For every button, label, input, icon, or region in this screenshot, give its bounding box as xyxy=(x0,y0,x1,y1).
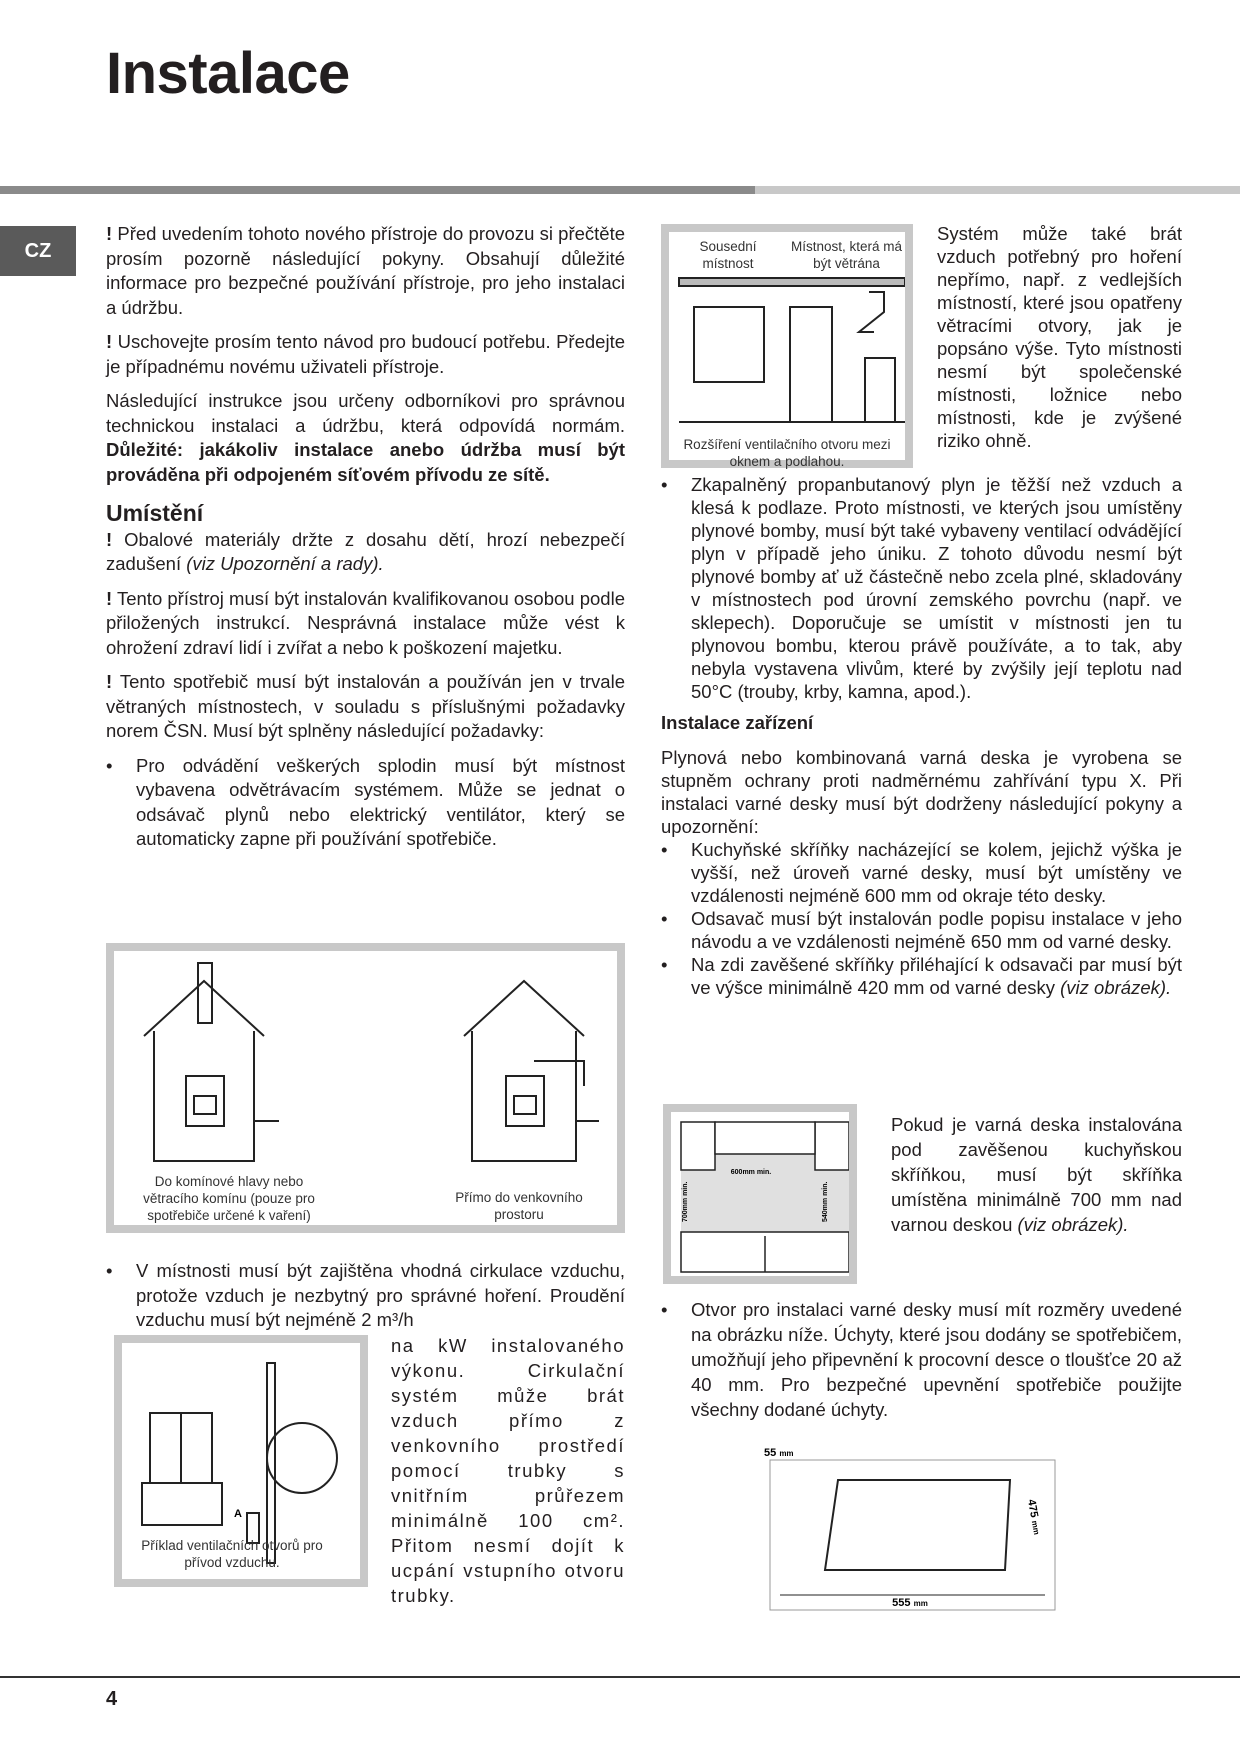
left-column-lower xyxy=(106,1259,625,1333)
figure-caption: Příklad ventilačních otvorů pro přívod vzduchu. xyxy=(141,1538,323,1570)
svg-text:55 mm: 55 mm xyxy=(764,1447,794,1459)
figure-caption: Rozšíření ventilačního otvoru mezi oknem a podlahou. xyxy=(683,437,891,469)
page-number: 4 xyxy=(106,1688,118,1710)
bullet-item: • Odsavač musí být instalován podle popisu instalace v jeho návodu a ve vzdálenosti nejméně 650 mm od varné desky. xyxy=(661,907,1182,953)
paragraph: ! Obalové materiály držte z dosahu dětí, hrozí nebezpečí zadušení (viz Upozornění a rady). xyxy=(106,528,625,574)
figure-ventilation-exhaust xyxy=(106,943,625,1233)
cutout-dimensions-diagram xyxy=(760,1440,1060,1640)
right-column xyxy=(661,473,1182,999)
figure-caption: Do komínové hlavy nebo větracího komínu (pouze pro spotřebiče určené k vaření) xyxy=(143,1174,315,1223)
paragraph: Následující instrukce jsou určeny odborníkovi pro správnou technickou instalaci a údržbu, která odpovídá normám. Důležité: jakákoliv instalace anebo údržba musí být prováděna při odpojeném síťovém přívodu ze sítě. xyxy=(106,390,625,485)
bullet-item: • Pro odvádění veškerých splodin musí být místnost vybavena odvětrávacím systémem. Může se jednat o odsávač plynů nebo elektrický ventilátor, který se automaticky zapne při používání spotřebiče. xyxy=(106,754,625,852)
paragraph: ! Tento spotřebič musí být instalován a používán jen v trvale větraných místnostech, v souladu s příslušnými požadavky norem ČSN. Musí být splněny následující požadavky: xyxy=(106,671,625,741)
left-column xyxy=(106,222,625,852)
bullet-item: • Na zdi zavěšené skříňky přiléhající k odsavači par musí být ve výšce minimálně 420 mm od varné desky (viz obrázek). xyxy=(661,953,1182,999)
svg-text:A: A xyxy=(234,1508,242,1520)
svg-text:555 mm: 555 mm xyxy=(892,1597,928,1609)
page-title: Instalace xyxy=(106,41,350,106)
room-illustration xyxy=(669,232,905,460)
paragraph: na kW instalovaného výkonu. Cirkulační systém může brát vzduch přímo z venkovního prostředí pomocí trubky s vnitřním průřezem minimálně 100 cm². Přitom nesmí dojít k ucpání vstupního otvoru trubky. xyxy=(391,1335,625,1606)
footer-rule xyxy=(0,1676,1240,1678)
section-heading: Instalace zařízení xyxy=(661,712,814,733)
paragraph: ! Před uvedením tohoto nového přístroje do provozu si přečtěte prosím pozorně následující pokyny. Obsahují důležité informace pro bezpečné používání přístroje, pro jeho instalaci a údržbu. xyxy=(106,223,625,318)
figure-adjacent-room xyxy=(661,224,913,468)
figure-air-inlet xyxy=(114,1335,368,1587)
paragraph: Systém může také brát vzduch potřebný pro hoření nepřímo, např. z vedlejších místností, které jsou opatřeny větracími otvory, jak je popsáno výše. Tyto místnosti nesmí být společenské místnosti, ložnice nebo místnosti, kde je zvýšené riziko ohně. xyxy=(937,223,1182,451)
svg-text:475 mm: 475 mm xyxy=(1025,1498,1042,1536)
svg-text:600mm min.: 600mm min. xyxy=(730,1169,772,1176)
bullet-item: • Zkapalněný propanbutanový plyn je těžší než vzduch a klesá k podlaze. Proto místnosti, ve kterých jsou umístěny plynové bomby, musí být také vybaveny ventilací odvádějící plyn v případě jeho úniku. Z tohoto důvodu nesmí být plynové bomby ať už částečně nebo zcela plné, skladovány v místnostech pod úrovní zemského povrchu (např. ve sklepech). Doporučuje se umístit v místnosti jen tu plynovou bombu, kterou právě používáte, a to tak, aby nebyla vystavena vlivům, které by zvýšily její teplotu nad 50°C (trouby, krby, kamna, apod.). xyxy=(661,473,1182,703)
right-column-lower xyxy=(661,1297,1182,1422)
header-rule xyxy=(0,186,755,194)
header-rule-light xyxy=(755,186,1240,194)
figure-label: Místnost, která má být větrána xyxy=(790,239,903,271)
figure-cabinet-clearance xyxy=(663,1104,857,1284)
paragraph: Plynová nebo kombinovaná varná deska je vyrobena se stupněm ochrany proti nadměrnému zahřívání typu X. Při instalaci varné desky musí být dodrženy následující pokyny a upozornění: xyxy=(661,747,1182,837)
section-heading: Umístění xyxy=(106,500,204,526)
language-tab: CZ xyxy=(0,226,76,276)
paragraph: ! Uschovejte prosím tento návod pro budoucí potřebu. Předejte je případnému novému uživateli přístroje. xyxy=(106,331,625,377)
bullet-item: • Kuchyňské skříňky nacházející se kolem, jejichž výška je vyšší, než úroveň varné desky, musí být umístěny ve vzdálenosti nejméně 600 mm od okraje této desky. xyxy=(661,838,1182,907)
paragraph: Pokud je varná deska instalována pod zavěšenou kuchyňskou skříňkou, musí být skříňka umístěna minimálně 700 mm nad varnou deskou (viz obrázek). xyxy=(891,1114,1182,1235)
paragraph: ! Tento přístroj musí být instalován kvalifikovanou osobou podle přiložených instrukcí. Nesprávná instalace může vést k ohrožení zdraví lidí i zvířat a nebo k poškození majetku. xyxy=(106,587,625,658)
svg-text:700mm min.: 700mm min. xyxy=(682,1181,689,1222)
kitchen-illustration xyxy=(671,1112,849,1276)
bullet-item: • V místnosti musí být zajištěna vhodná cirkulace vzduchu, protože vzduch je nezbytný pro správné hoření. Proudění vzduchu musí být nejméně 2 m³/h xyxy=(106,1259,625,1333)
svg-text:540mm min.: 540mm min. xyxy=(822,1181,829,1222)
figure-caption: Přímo do venkovního prostoru xyxy=(455,1190,583,1222)
bullet-item: • Otvor pro instalaci varné desky musí mít rozměry uvedené na obrázku níže. Úchyty, které jsou dodány se spotřebičem, umožňují jeho připevnění k procovní desce o tloušťce 20 až 40 mm. Pro bezpečné upevnění spotřebiče použijte všechny dodané úchyty. xyxy=(661,1297,1182,1422)
figure-label: Sousední místnost xyxy=(699,239,757,271)
